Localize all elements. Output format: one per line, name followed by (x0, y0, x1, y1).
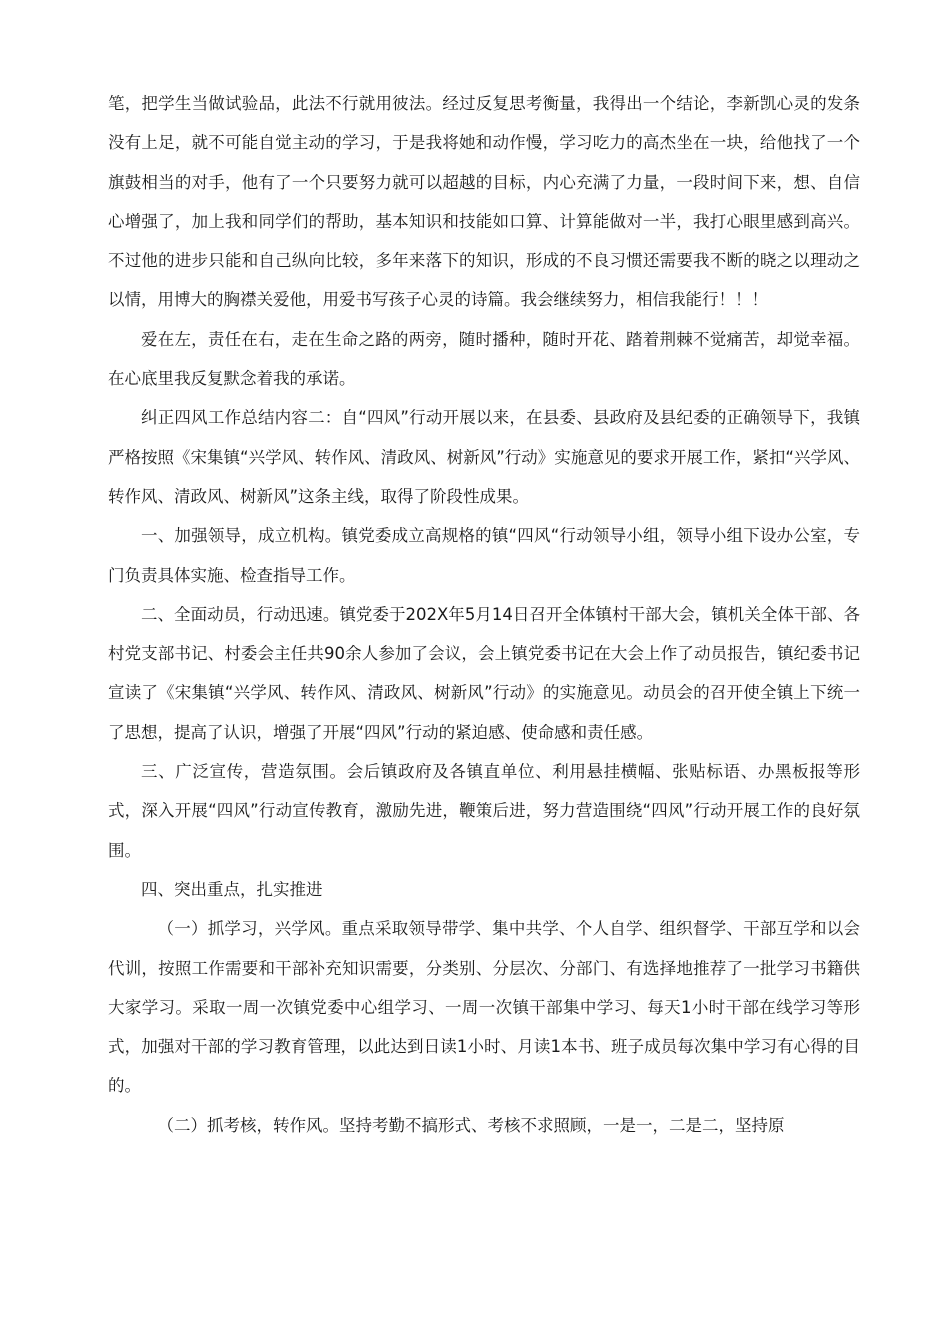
section-heading: 四、突出重点，扎实推进 (141, 879, 323, 899)
paragraph: 二、全面动员，行动迅速。镇党委于202X年5月14日召开全体镇村干部大会，镇机关全体干部、各村党支部书记、村委会主任共90余人参加了会议，会上镇党委书记在大会上作了动员报告，镇纪委书记宣读了《宋集镇“兴学风、转作风、清政风、树新风”行动》的实施意见。动员会的召开使全镇上下统一了思想，提高了认识，增强了开展“四风”行动的紧迫感、使命感和责任感。 (108, 604, 860, 742)
paragraph: 三、广泛宣传，营造氛围。会后镇政府及各镇直单位、利用悬挂横幅、张贴标语、办黑板报等形式，深入开展“四风”行动宣传教育，激励先进，鞭策后进，努力营造围绕“四风”行动开展工作的良好氛围。 (108, 762, 860, 860)
paragraph: 笔，把学生当做试验品，此法不行就用彼法。经过反复思考衡量，我得出一个结论，李新凯心灵的发条没有上足，就不可能自觉主动的学习，于是我将她和动作慢，学习吃力的高杰坐在一块，给他找了一个旗鼓相当的对手，他有了一个只要努力就可以超越的目标，内心充满了力量，一段时间下来，想、自信心增强了，加上我和同学们的帮助，基本知识和技能如口算、计算能做对一半，我打心眼里感到高兴。不过他的进步只能和自己纵向比较，多年来落下的知识，形成的不良习惯还需要我不断的晓之以理动之以情，用博大的胸襟关爱他，用爱书写孩子心灵的诗篇。我会继续努力，相信我能行！！！ (108, 94, 860, 310)
paragraph: （一）抓学习，兴学风。重点采取领导带学、集中共学、个人自学、组织督学、干部互学和以会代训，按照工作需要和干部补充知识需要，分类别、分层次、分部门、有选择地推荐了一批学习书籍供大家学习。采取一周一次镇党委中心组学习、一周一次镇干部集中学习、每天1小时干部在线学习等形式，加强对干部的学习教育管理，以此达到日读1小时、月读1本书、班子成员每次集中学习有心得的目的。 (108, 919, 860, 1096)
paragraph: 爱在左，责任在右，走在生命之路的两旁，随时播种，随时开花、踏着荆棘不觉痛苦，却觉幸福。在心底里我反复默念着我的承诺。 (108, 329, 860, 389)
paragraph: 一、加强领导，成立机构。镇党委成立高规格的镇“四风“行动领导小组，领导小组下设办公室，专门负责具体实施、检查指导工作。 (108, 526, 860, 585)
document-body (108, 84, 860, 1145)
paragraph: （二）抓考核，转作风。坚持考勤不搞形式、考核不求照顾，一是一，二是二，坚持原 (157, 1115, 785, 1135)
paragraph: 纠正四风工作总结内容二：自“四风”行动开展以来，在县委、县政府及县纪委的正确领导下，我镇严格按照《宋集镇“兴学风、转作风、清政风、树新风”行动》实施意见的要求开展工作，紧扣“兴学风、转作风、清政风、树新风”这条主线，取得了阶段性成果。 (108, 408, 860, 506)
